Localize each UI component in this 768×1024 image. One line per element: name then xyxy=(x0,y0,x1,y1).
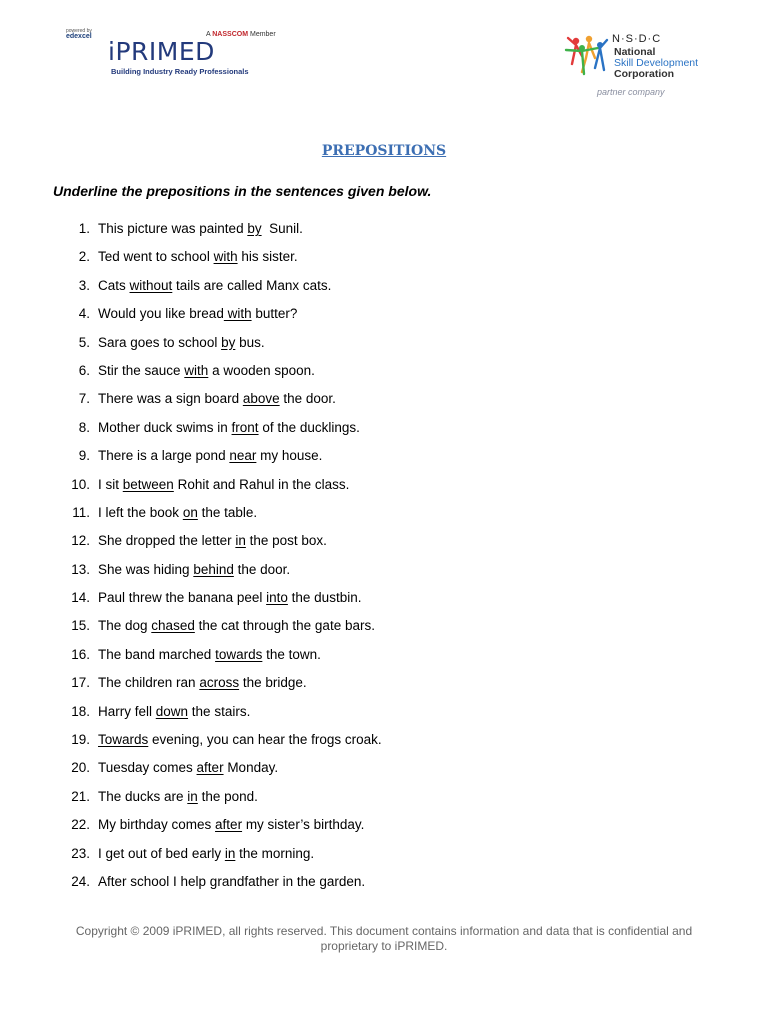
nsdc-line-1: National xyxy=(614,46,656,58)
sentence-before: The band marched xyxy=(98,646,216,662)
list-item xyxy=(0,532,768,560)
item-number: 14. xyxy=(71,590,90,606)
item-number: 9. xyxy=(78,448,90,464)
nasscom-word: NASSCOM xyxy=(212,31,249,38)
item-number: 19. xyxy=(71,732,90,748)
footer-line-2: proprietary to iPRIMED. xyxy=(320,939,448,953)
underlined-preposition: between xyxy=(122,476,174,492)
sentence-after: the post box. xyxy=(245,533,327,549)
list-item xyxy=(0,703,768,731)
item-number: 10. xyxy=(71,476,90,492)
sentence-after: the door. xyxy=(233,561,291,577)
list-item xyxy=(0,674,768,702)
item-number: 16. xyxy=(71,646,90,662)
sentence-after: the pond. xyxy=(197,788,258,804)
list-item xyxy=(0,617,768,645)
sentence-after: the table. xyxy=(197,504,258,520)
nasscom-prefix: A xyxy=(206,31,211,38)
sentence-before: There was a sign board xyxy=(98,391,243,407)
sentence-text xyxy=(98,277,331,295)
underlined-preposition: by xyxy=(221,334,236,350)
list-item xyxy=(0,589,768,617)
list-item xyxy=(0,220,768,248)
sentence-before: She dropped the letter xyxy=(98,533,236,549)
sentence-before: She was hiding xyxy=(98,561,194,577)
list-item xyxy=(0,788,768,816)
sentence-after: a wooden spoon. xyxy=(208,362,315,378)
sentence-before: I get out of bed early xyxy=(98,845,225,861)
sentence-after: butter? xyxy=(251,306,298,322)
sentence-after: Sunil. xyxy=(261,221,303,236)
underlined-preposition: with xyxy=(223,306,252,322)
item-number: 1. xyxy=(78,221,90,236)
item-number: 21. xyxy=(71,788,90,804)
list-item xyxy=(0,305,768,333)
underlined-preposition: across xyxy=(199,675,240,691)
sentence-before: Mother duck swims in xyxy=(98,419,232,435)
list-item xyxy=(0,277,768,305)
sentence-text xyxy=(98,334,265,352)
sentence-after: my house. xyxy=(256,448,323,464)
underlined-preposition: front xyxy=(231,419,259,435)
item-number: 4. xyxy=(78,306,90,322)
sentence-before: Harry fell xyxy=(98,703,156,719)
sentence-text xyxy=(98,390,336,408)
underlined-preposition: in xyxy=(235,533,246,549)
sentence-after: bus. xyxy=(235,334,265,350)
sentence-text xyxy=(98,305,297,323)
nsdc-line-3: Corporation xyxy=(614,68,675,80)
item-number: 15. xyxy=(71,618,90,634)
item-number: 17. xyxy=(71,675,90,691)
footer-line-1: Copyright © 2009 iPRIMED, all rights reserved. This document contains information and data that is confidential and xyxy=(75,924,693,938)
nsdc-figures-icon xyxy=(562,34,612,78)
list-item xyxy=(0,646,768,674)
powered-by-label: powered by xyxy=(66,28,92,34)
sentence-before: My birthday comes xyxy=(98,817,216,833)
sentence-before: The dog xyxy=(98,618,152,634)
item-number: 13. xyxy=(71,561,90,577)
sentence-before: The children ran xyxy=(98,675,200,691)
sentence-before: I sit xyxy=(98,476,123,492)
page-title: PREPOSITIONS xyxy=(321,143,447,159)
sentence-text xyxy=(98,220,303,238)
item-number: 20. xyxy=(71,760,90,776)
sentence-before: Tuesday comes xyxy=(98,760,197,776)
nsdc-logo xyxy=(562,30,722,102)
sentence-text xyxy=(98,561,290,579)
list-item xyxy=(0,362,768,390)
list-item xyxy=(0,248,768,276)
underlined-preposition: above xyxy=(242,391,280,407)
sentence-before: Stir the sauce xyxy=(98,362,185,378)
underlined-preposition: chased xyxy=(151,618,195,634)
sentence-list xyxy=(0,220,768,901)
sentence-after: the morning. xyxy=(235,845,315,861)
list-item xyxy=(0,561,768,589)
sentence-after: the cat through the gate bars. xyxy=(194,618,375,634)
sentence-text xyxy=(98,759,278,777)
item-number: 18. xyxy=(71,703,90,719)
underlined-preposition: towards xyxy=(215,646,263,662)
item-number: 8. xyxy=(78,419,90,435)
nasscom-suffix: Member xyxy=(249,31,276,38)
sentence-text xyxy=(98,674,307,692)
sentence-before: Would you like bread xyxy=(98,306,224,322)
underlined-preposition: on xyxy=(182,504,198,520)
underlined-preposition: with xyxy=(184,362,209,378)
sentence-after: the stairs. xyxy=(188,703,251,719)
underlined-preposition: near xyxy=(229,448,257,464)
sentence-after: Monday. xyxy=(223,760,279,776)
iprimed-logo xyxy=(62,26,277,82)
sentence-after: the town. xyxy=(262,646,321,662)
underlined-preposition: after xyxy=(215,817,243,833)
item-number: 23. xyxy=(71,845,90,861)
sentence-before: I left the book xyxy=(98,504,183,520)
sentence-text xyxy=(98,248,298,266)
nasscom-member-label xyxy=(206,31,276,38)
list-item xyxy=(0,390,768,418)
iprimed-brand: iPRIMED xyxy=(108,37,215,66)
sentence-text xyxy=(98,476,349,494)
sentence-after: the door. xyxy=(279,391,336,407)
item-number: 3. xyxy=(78,277,90,293)
list-item xyxy=(0,845,768,873)
sentence-text xyxy=(98,731,382,749)
list-item xyxy=(0,476,768,504)
sentence-before: There is a large pond xyxy=(98,448,230,464)
item-number: 7. xyxy=(78,391,90,407)
item-number: 12. xyxy=(71,533,90,549)
list-item xyxy=(0,504,768,532)
sentence-after: evening, you can hear the frogs croak. xyxy=(148,732,382,748)
list-item xyxy=(0,419,768,447)
item-number: 2. xyxy=(78,249,90,265)
sentence-after: his sister. xyxy=(237,249,298,265)
nsdc-line-2: Skill Development xyxy=(614,57,699,69)
item-number: 5. xyxy=(78,334,90,350)
sentence-text xyxy=(98,646,321,664)
list-item xyxy=(0,334,768,362)
list-item xyxy=(0,816,768,844)
sentence-text xyxy=(98,504,257,522)
underlined-preposition: after xyxy=(196,760,224,776)
sentence-after: of the ducklings. xyxy=(258,419,360,435)
sentence-text xyxy=(98,788,258,806)
sentence-text xyxy=(98,816,364,834)
underlined-preposition: by xyxy=(247,221,262,236)
item-number: 6. xyxy=(78,362,90,378)
partner-company-label: partner company xyxy=(597,87,665,97)
sentence-before: The ducks are xyxy=(98,788,188,804)
sentence-text xyxy=(98,873,365,891)
sentence-before: This picture was painted xyxy=(98,221,248,236)
edexcel-label: edexcel xyxy=(66,33,92,40)
underlined-preposition: with xyxy=(213,249,238,265)
underlined-preposition: Towards xyxy=(98,732,149,748)
underlined-preposition: into xyxy=(266,590,288,606)
underlined-preposition: without xyxy=(129,277,173,293)
sentence-after: the dustbin. xyxy=(287,590,362,606)
item-number: 24. xyxy=(71,873,90,889)
sentence-after: my sister’s birthday. xyxy=(242,817,365,833)
sentence-text xyxy=(98,617,375,635)
copyright-footer xyxy=(40,924,728,954)
sentence-before: Paul threw the banana peel xyxy=(98,590,267,606)
instruction-text: Underline the prepositions in the sentences given below. xyxy=(53,183,432,199)
sentence-text xyxy=(98,703,250,721)
list-item xyxy=(0,447,768,475)
sentence-text xyxy=(98,845,314,863)
list-item xyxy=(0,759,768,787)
sentence-text xyxy=(98,362,315,380)
sentence-after: the bridge. xyxy=(239,675,307,691)
item-number: 22. xyxy=(71,817,90,833)
sentence-text xyxy=(98,589,361,607)
list-item xyxy=(0,731,768,759)
iprimed-tagline: Building Industry Ready Professionals xyxy=(111,67,249,76)
sentence-before: After school I help grandfather in the garden. xyxy=(98,873,366,889)
sentence-text xyxy=(98,447,322,465)
sentence-before: Ted went to school xyxy=(98,249,214,265)
sentence-text xyxy=(98,532,327,550)
sentence-before: Cats xyxy=(98,277,130,293)
item-number: 11. xyxy=(72,504,90,520)
underlined-preposition: in xyxy=(224,845,236,861)
underlined-preposition: behind xyxy=(193,561,234,577)
underlined-preposition: down xyxy=(155,703,189,719)
sentence-text xyxy=(98,419,360,437)
sentence-after: tails are called Manx cats. xyxy=(172,277,332,293)
sentence-before: Sara goes to school xyxy=(98,334,222,350)
sentence-after: Rohit and Rahul in the class. xyxy=(173,476,350,492)
list-item xyxy=(0,873,768,901)
nsdc-acronym: N·S·D·C xyxy=(612,33,662,45)
underlined-preposition: in xyxy=(187,788,198,804)
